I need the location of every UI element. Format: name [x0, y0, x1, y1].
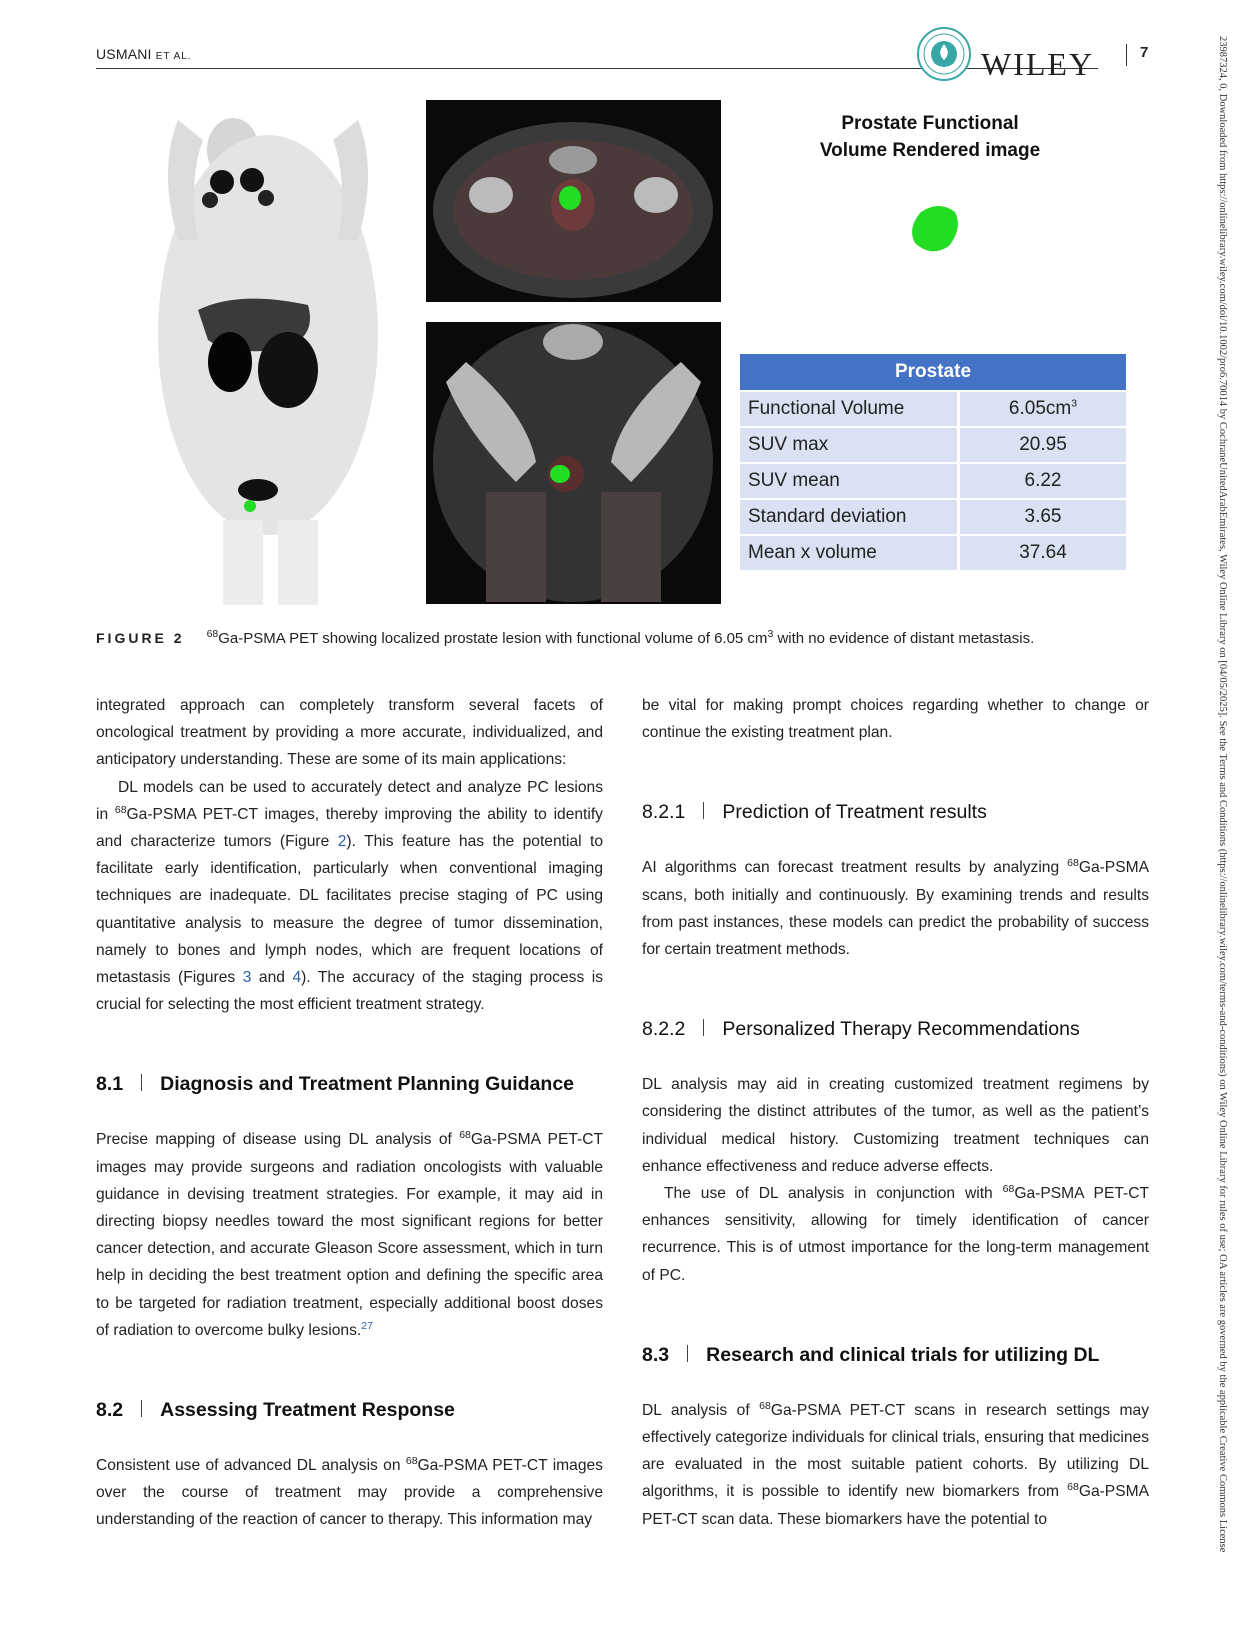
figure-caption	[96, 630, 1156, 647]
section-title: Personalized Therapy Recommendations	[722, 1018, 1080, 1041]
section-heading-8-3	[642, 1341, 1149, 1369]
table-cell-label: Functional Volume	[740, 392, 957, 426]
figure-label: FIGURE 2	[96, 630, 185, 646]
value-text: 6.05cm	[1008, 398, 1072, 419]
ct-coronal-image	[426, 322, 721, 604]
table-cell-label: Standard deviation	[740, 500, 957, 534]
table-cell-value: 6.22	[957, 464, 1126, 498]
text-run: Ga-PSMA PET-CT scan data. These biomarkers have the potential to	[642, 1483, 1149, 1528]
table-row	[740, 500, 1126, 534]
publisher-logo: WILEY	[981, 46, 1095, 82]
table-header: Prostate	[740, 354, 1126, 390]
section-heading-8-2-1	[642, 798, 1149, 826]
paragraph	[96, 1452, 603, 1534]
text-run: The use of DL analysis in conjunction with	[664, 1185, 1003, 1203]
text-run: and	[251, 969, 293, 987]
section-number: 8.3	[642, 1343, 670, 1366]
section-heading-8-1	[96, 1070, 603, 1098]
right-column	[642, 692, 1149, 1533]
render-title-line2: Volume Rendered image	[819, 140, 1041, 161]
left-column	[96, 692, 603, 1534]
society-seal-logo	[916, 26, 972, 82]
text-run: Ga-PSMA PET-CT images over the course of treatment may provide a comprehensive understanding of the reaction of cancer to therapy. This information may	[96, 1457, 603, 1529]
render-title-line1: Prostate Functional	[841, 113, 1019, 134]
ct-axial-image	[426, 100, 721, 302]
text-run: Precise mapping of disease using DL analysis of	[96, 1131, 460, 1149]
table-cell-label: Mean x volume	[740, 536, 957, 570]
pet-mip-image	[118, 100, 418, 605]
running-head	[96, 46, 192, 62]
superscript: 68	[459, 1129, 471, 1142]
paragraph	[642, 1180, 1149, 1289]
paragraph	[96, 774, 603, 1019]
text-run: Ga-PSMA PET-CT images may provide surgeons and radiation oncologists with valuable guidance in devising treatment strategies. For example, it may aid in directing biopsy needles toward the most significant regions for better cancer detection, and accurate Gleason Score assessment, which in turn help in deciding the best treatment option and defining the specific area to be targeted for radiation treatment, especially additional boost doses of radiation to overcome bulky lesions.	[96, 1131, 603, 1339]
superscript: 68	[759, 1399, 771, 1412]
table-cell-value: 20.95	[957, 428, 1126, 462]
superscript: 68	[114, 803, 127, 816]
download-note: 23987324, 0, Downloaded from https://onlinelibrary.wiley.com/doi/10.1002/pro6.70014 by CochraneUnitedArabEmirates, Wiley Online Library on [04/05/2025]. See the Terms and Conditions (https://onlinelibrary.wiley.com/terms-and-conditions) on Wiley Online Library for rules of use; OA articles are governed by the applicable Creative Commons License	[1217, 36, 1228, 1553]
page-number: 7	[1140, 44, 1149, 61]
figure-link[interactable]: 4	[292, 969, 302, 987]
text-run: ). This feature has the potential to facilitate early identification, particularly when conventional imaging techniques are inadequate. DL facilitates precise staging of PC using quantitative analysis to measure the degree of tumor dissemination, namely to bones and lymph nodes, which are frequent locations of metastasis (Figures	[96, 833, 603, 987]
superscript: 68	[405, 1454, 418, 1467]
prostate-volume-render	[905, 198, 965, 258]
text-run: Ga-PSMA PET-CT enhances sensitivity, allowing for timely identification of cancer recurrence. This is of utmost importance for the long-term management of PC.	[642, 1185, 1149, 1284]
caption-text: Ga-PSMA PET showing localized prostate lesion with functional volume of 6.05 cm	[218, 630, 768, 647]
text-run: Ga-PSMA scans, both initially and continuously. By examining trends and results from past instances, these models can predict the probability of success for certain treatment methods.	[642, 859, 1149, 959]
text-run: Ga-PSMA PET-CT scans in research settings may effectively categorize individuals for clinical trials, ensuring that medicines are evaluated in the most suitable patient cohorts. By utilizing DL algorithms, it is possible to identify new biomarkers from	[642, 1401, 1149, 1501]
table-row	[740, 428, 1126, 462]
page-number-separator	[1126, 44, 1127, 66]
render-title	[800, 110, 1060, 164]
section-title: Assessing Treatment Response	[160, 1399, 455, 1422]
superscript: 68	[1067, 857, 1079, 870]
running-head-suffix: ET AL.	[155, 51, 192, 62]
paragraph	[96, 1126, 603, 1344]
superscript: 68	[1067, 1481, 1079, 1494]
table-row	[740, 464, 1126, 498]
text-run: DL models can be used to accurately detect and analyze PC lesions in	[96, 778, 603, 823]
figure-link[interactable]: 2	[337, 833, 347, 851]
caption-text2: with no evidence of distant metastasis.	[773, 630, 1035, 647]
table-cell-label: SUV mean	[740, 464, 957, 498]
reference-link[interactable]: 27	[361, 1319, 373, 1332]
section-number: 8.2.1	[642, 801, 686, 824]
running-head-author: USMANI	[96, 46, 152, 62]
figure-link[interactable]: 3	[242, 969, 252, 987]
text-run: DL analysis of	[642, 1401, 760, 1419]
paragraph: be vital for making prompt choices regarding whether to change or continue the existing treatment plan.	[642, 697, 1149, 742]
paragraph: integrated approach can completely transform several facets of oncological treatment by providing a more accurate, individualized, and anticipatory understanding. These are some of its main applications:	[96, 697, 603, 769]
section-number: 8.2.2	[642, 1018, 686, 1041]
section-number: 8.1	[96, 1073, 124, 1096]
text-run: AI algorithms can forecast treatment results by analyzing	[642, 859, 1068, 877]
table-cell-value: 37.64	[957, 536, 1126, 570]
text-run: Consistent use of advanced DL analysis on	[96, 1457, 406, 1475]
superscript: 68	[1002, 1182, 1015, 1195]
table-cell-value	[957, 392, 1126, 426]
section-number: 8.2	[96, 1399, 124, 1422]
paragraph: DL analysis may aid in creating customized treatment regimens by considering the distinct attributes of the tumor, as well as the patient’s individual medical history. Customizing treatment techniques can enhance effectiveness and reduce adverse effects.	[642, 1076, 1149, 1175]
page-header	[96, 40, 1150, 80]
text-run: Ga-PSMA PET-CT images, thereby improving the ability to identify and characterize tumors (Figure	[96, 805, 603, 851]
caption-sup2: 3	[767, 628, 774, 640]
prostate-metrics-table	[740, 352, 1126, 572]
paragraph	[642, 1397, 1149, 1533]
table-cell-value: 3.65	[957, 500, 1126, 534]
caption-sup: 68	[206, 628, 219, 640]
section-title: Prediction of Treatment results	[722, 801, 987, 824]
section-title: Diagnosis and Treatment Planning Guidance	[160, 1073, 575, 1096]
text-run: ). The accuracy of the staging process is crucial for selecting the most efficient treatment strategy.	[96, 969, 604, 1014]
section-heading-8-2-2	[642, 1015, 1149, 1043]
table-row	[740, 392, 1126, 426]
table-row	[740, 536, 1126, 570]
paragraph	[642, 854, 1149, 963]
section-title: Research and clinical trials for utilizing DL	[706, 1343, 1100, 1366]
section-heading-8-2	[96, 1396, 603, 1424]
value-sup: 3	[1071, 397, 1078, 410]
table-cell-label: SUV max	[740, 428, 957, 462]
